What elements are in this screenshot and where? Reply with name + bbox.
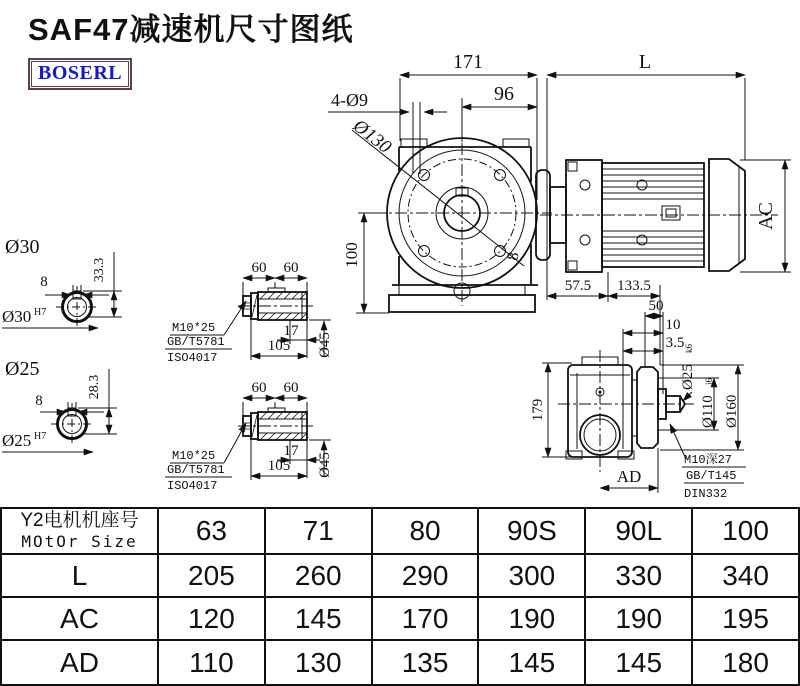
dim-flange-od: Ø160 <box>724 394 740 428</box>
col-100: 100 <box>692 508 799 554</box>
cell-AC-71: 145 <box>265 597 372 640</box>
dim-96: 96 <box>494 83 514 105</box>
cell-L-100: 340 <box>692 554 799 597</box>
dim-60a: 60 <box>251 380 267 396</box>
bushing-detail-1 <box>165 260 333 365</box>
dim-flange-diameter: Ø130 <box>348 115 396 158</box>
dim-AD: AD <box>616 467 642 486</box>
row-label-L: L <box>1 554 158 597</box>
bolt-spec: M10*25 <box>172 449 216 463</box>
dim-shaft-dia: Ø25 <box>680 364 696 390</box>
bolt-std-iso: ISO4017 <box>167 351 218 365</box>
dim-17: 17 <box>283 323 299 339</box>
bushing-detail-2 <box>165 380 333 493</box>
dim-57-5: 57.5 <box>564 278 592 294</box>
col-71: 71 <box>265 508 372 554</box>
dim-179: 179 <box>530 398 546 422</box>
bolt-std-gb: GB/T5781 <box>167 335 225 349</box>
motor-size-header-cn: Y2电机机座号 <box>20 510 139 531</box>
col-80: 80 <box>372 508 479 554</box>
dim-dia45: Ø45 <box>317 332 333 358</box>
dim-17: 17 <box>283 443 299 459</box>
dimension-table <box>0 507 800 686</box>
section-view-o30 <box>2 236 122 328</box>
cell-AD-90S: 145 <box>478 640 585 685</box>
dim-60b: 60 <box>283 260 299 276</box>
dim-50: 50 <box>648 298 664 314</box>
section-title: Ø30 <box>5 236 40 258</box>
cell-L-80: 290 <box>372 554 479 597</box>
dim-105: 105 <box>267 458 291 474</box>
bolt-spec: M10*25 <box>172 321 216 335</box>
dim-60a: 60 <box>251 260 267 276</box>
cell-AD-90L: 145 <box>585 640 692 685</box>
dim-10: 10 <box>665 317 681 333</box>
bore-fit: H7 <box>34 431 47 442</box>
col-63: 63 <box>158 508 265 554</box>
tap-spec: M10深27 <box>684 453 733 467</box>
key-depth: 33.3 <box>92 257 107 283</box>
cell-AD-71: 130 <box>265 640 372 685</box>
cell-AC-100: 195 <box>692 597 799 640</box>
bore-label: Ø25 <box>2 431 32 450</box>
bolt-std-iso: ISO4017 <box>167 479 218 493</box>
cell-AC-90L: 190 <box>585 597 692 640</box>
front-view <box>328 51 791 365</box>
key-width: 8 <box>40 274 48 290</box>
dim-flange-thickness: 8 <box>504 250 523 262</box>
motor-size-header <box>1 508 158 554</box>
cell-AC-63: 120 <box>158 597 265 640</box>
dim-AC: AC <box>755 202 777 230</box>
cell-AC-90S: 190 <box>478 597 585 640</box>
table-row-L <box>1 554 799 597</box>
dim-105: 105 <box>267 338 291 354</box>
col-90L: 90L <box>585 508 692 554</box>
cell-AD-100: 180 <box>692 640 799 685</box>
dim-133-5: 133.5 <box>617 278 651 294</box>
dim-L: L <box>638 51 652 73</box>
section-view-o25 <box>2 358 117 452</box>
table-row-AC <box>1 597 799 640</box>
section-title: Ø25 <box>5 358 40 380</box>
row-label-AC: AC <box>1 597 158 640</box>
bore-label: Ø30 <box>2 307 32 326</box>
extension-lines <box>400 78 745 365</box>
dim-spigot-fit: j6 <box>704 377 714 385</box>
table-row-AD <box>1 640 799 685</box>
dim-bolt-holes: 4-Ø9 <box>331 90 368 110</box>
cell-AD-63: 110 <box>158 640 265 685</box>
cell-L-71: 260 <box>265 554 372 597</box>
side-view <box>530 298 746 501</box>
key-depth: 28.3 <box>87 374 102 400</box>
dim-60b: 60 <box>283 380 299 396</box>
motor-size-header-en: MOtOr Size <box>21 532 138 551</box>
bolt-std-gb: GB/T5781 <box>167 463 225 477</box>
cell-L-90S: 300 <box>478 554 585 597</box>
bore-fit: H7 <box>34 307 47 318</box>
dim-171: 171 <box>453 51 483 73</box>
tap-std-din: DIN332 <box>684 487 728 501</box>
dim-dia45: Ø45 <box>317 452 333 478</box>
cell-AD-80: 135 <box>372 640 479 685</box>
row-label-AD: AD <box>1 640 158 685</box>
brand-logo: BOSERL <box>28 58 132 90</box>
cell-AC-80: 170 <box>372 597 479 640</box>
dim-shaft-fit: k6 <box>684 344 694 353</box>
dim-3-5: 3.5 <box>665 335 685 351</box>
key-width: 8 <box>35 393 43 409</box>
dim-100: 100 <box>342 242 361 268</box>
page-title: SAF47减速机尺寸图纸 <box>28 12 354 47</box>
cell-L-90L: 330 <box>585 554 692 597</box>
cell-L-63: 205 <box>158 554 265 597</box>
dim-spigot-dia: Ø110 <box>700 395 716 428</box>
tap-std-gb: GB/T145 <box>686 469 737 483</box>
col-90S: 90S <box>478 508 585 554</box>
table-header-row <box>1 508 799 554</box>
